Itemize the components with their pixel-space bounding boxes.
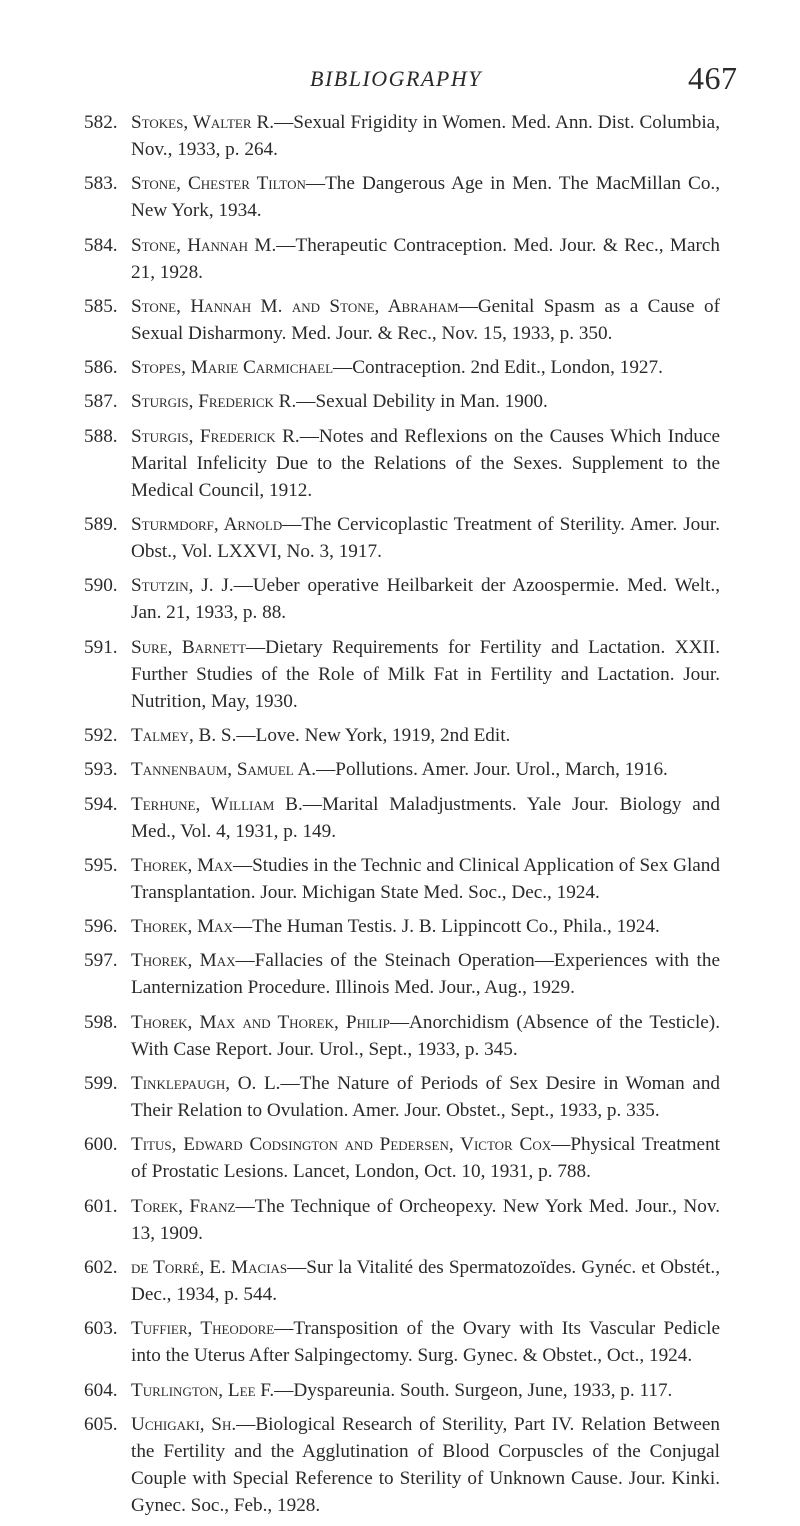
entry-citation: —The Cervicoplastic Treatment of Sterility. Amer. Jour. Obst., Vol. LXXVI, No. 3, 1917.: [131, 514, 720, 563]
bibliography-entry: [0, 354, 800, 381]
entry-number: 588.: [84, 425, 118, 447]
entry-number: 601.: [84, 1195, 118, 1217]
entry-number: 582.: [84, 112, 118, 133]
entry-citation: —Dyspareunia. South. Surgeon, June, 1933, p. 117.: [274, 1379, 673, 1401]
bibliography-entry: [0, 1193, 800, 1247]
page-number: 467: [688, 60, 738, 96]
bibliography-entry: [0, 1009, 800, 1063]
entry-author: Titus, Edward Codsington and Pedersen, Victor Cox: [131, 1134, 552, 1156]
bibliography-entry: [0, 511, 800, 565]
entry-author: Tinklepaugh, O. L.: [131, 1073, 281, 1095]
entry-number: 586.: [84, 357, 118, 379]
entry-number: 598.: [84, 1011, 118, 1033]
entry-author: Thorek, Max: [131, 950, 236, 972]
entry-author: Stone, Hannah M. and Stone, Abraham: [131, 295, 459, 317]
entry-author: Turlington, Lee F.: [131, 1379, 275, 1401]
bibliography-entry: [0, 423, 800, 504]
entry-author: Thorek, Max: [131, 916, 233, 938]
entry-number: 583.: [84, 173, 118, 195]
entry-author: Sure, Barnett: [131, 636, 246, 658]
bibliography-entry: [0, 1070, 800, 1124]
entry-number: 603.: [84, 1318, 118, 1340]
entry-citation: —The Nature of Periods of Sex Desire in Woman and Their Relation to Ovulation. Amer. Jour. Obstet., Sept., 1933, p. 335.: [131, 1073, 721, 1122]
bibliography-entry: [0, 572, 800, 626]
entry-number: 587.: [84, 391, 118, 413]
entry-number: 592.: [84, 724, 118, 746]
bibliography-entry: [0, 1377, 800, 1404]
running-head-title: BIBLIOGRAPHY: [310, 66, 482, 91]
bibliography-entry: [0, 388, 800, 415]
entry-number: 594.: [84, 793, 118, 815]
entry-author: Terhune, William B.: [131, 793, 303, 815]
entry-citation: —Ueber operative Heilbarkeit der Azoospermie. Med. Welt., Jan. 21, 1933, p. 88.: [131, 575, 720, 624]
entry-author: Stutzin, J. J.: [131, 575, 234, 597]
entry-number: 595.: [84, 854, 118, 876]
entry-citation: —Dietary Requirements for Fertility and Lactation. XXII. Further Studies of the Role of Milk Fat in Fertility and Lactation. Jour. Nutrition, May, 1930.: [131, 636, 720, 712]
bibliography-list: [0, 109, 800, 1526]
entry-author: Thorek, Max: [131, 854, 233, 876]
entry-number: 599.: [84, 1073, 118, 1095]
entry-number: 584.: [84, 234, 118, 256]
entry-number: 597.: [84, 950, 118, 972]
entry-number: 605.: [84, 1413, 118, 1435]
bibliography-entry: [0, 722, 800, 749]
entry-citation: —Sexual Frigidity in Women. Med. Ann. Dist. Columbia, Nov., 1933, p. 264.: [131, 112, 720, 160]
bibliography-entry: [0, 634, 800, 715]
entry-citation: —Notes and Reflexions on the Causes Which Induce Marital Infelicity Due to the Relations of the Sexes. Supplement to the Medical Council, 1912.: [131, 425, 721, 501]
bibliography-entry: [0, 232, 800, 286]
entry-citation: —The Technique of Orcheopexy. New York Med. Jour., Nov. 13, 1909.: [131, 1195, 720, 1244]
bibliography-entry: [0, 1131, 800, 1185]
entry-citation: —Biological Research of Sterility, Part IV. Relation Between the Fertility and the Agglutination of Blood Corpuscles of the Conjugal Couple with Special Reference to Sterility of Unknown Cause. Jour. Kinki. Gynec. Soc., Feb., 1928.: [131, 1413, 720, 1516]
entry-author: Sturgis, Frederick R.: [131, 425, 300, 447]
entry-citation: —Love. New York, 1919, 2nd Edit.: [236, 724, 511, 746]
entry-number: 604.: [84, 1379, 118, 1401]
running-head: [0, 60, 800, 100]
entry-author: Stone, Hannah M.: [131, 234, 277, 256]
entry-citation: —Anorchidism (Absence of the Testicle). With Case Report. Jour. Urol., Sept., 1933, p. 345.: [131, 1011, 720, 1060]
bibliography-entry: [0, 293, 800, 347]
entry-citation: —Transposition of the Ovary with Its Vascular Pedicle into the Uterus After Salpingectomy. Surg. Gynec. & Obstet., Oct., 1924.: [131, 1318, 720, 1367]
entry-number: 602.: [84, 1256, 118, 1278]
entry-citation: —Pollutions. Amer. Jour. Urol., March, 1916.: [316, 759, 668, 781]
entry-citation: —Therapeutic Contraception. Med. Jour. & Rec., March 21, 1928.: [131, 234, 720, 283]
entry-citation: —Sur la Vitalité des Spermatozoïdes. Gynéc. et Obstét., Dec., 1934, p. 544.: [131, 1256, 720, 1305]
entry-author: Stopes, Marie Carmichael: [131, 357, 334, 379]
bibliography-entry: [0, 852, 800, 906]
entry-citation: —Marital Maladjustments. Yale Jour. Biology and Med., Vol. 4, 1931, p. 149.: [131, 793, 720, 842]
entry-citation: —Studies in the Technic and Clinical Application of Sex Gland Transplantation. Jour. Michigan State Med. Soc., Dec., 1924.: [131, 854, 720, 903]
entry-citation: —Sexual Debility in Man. 1900.: [296, 391, 548, 413]
entry-author: Thorek, Max and Thorek, Philip: [131, 1011, 390, 1033]
entry-citation: —Genital Spasm as a Cause of Sexual Disharmony. Med. Jour. & Rec., Nov. 15, 1933, p. 350.: [131, 295, 720, 344]
entry-citation: —The Human Testis. J. B. Lippincott Co., Phila., 1924.: [232, 916, 660, 938]
entry-number: 600.: [84, 1134, 118, 1156]
entry-author: Uchigaki, Sh.: [131, 1413, 237, 1435]
entry-author: Stone, Chester Tilton: [131, 173, 306, 195]
entry-citation: —Physical Treatment of Prostatic Lesions. Lancet, London, Oct. 10, 1931, p. 788.: [131, 1134, 720, 1183]
bibliography-entry: [0, 1315, 800, 1369]
bibliography-entry: [0, 913, 800, 940]
entry-number: 596.: [84, 916, 118, 938]
bibliography-entry: [0, 1254, 800, 1308]
entry-author: Tannenbaum, Samuel A.: [131, 759, 317, 781]
entry-number: 591.: [84, 636, 118, 658]
entry-number: 590.: [84, 575, 118, 597]
entry-number: 593.: [84, 759, 118, 781]
entry-author: Tuffier, Theodore: [131, 1318, 275, 1340]
bibliography-entry: [0, 170, 800, 224]
entry-citation: —The Dangerous Age in Men. The MacMillan Co., New York, 1934.: [131, 173, 721, 222]
entry-author: Talmey, B. S.: [131, 724, 237, 746]
entry-author: Sturgis, Frederick R.: [131, 391, 297, 413]
entry-author: Sturmdorf, Arnold: [131, 514, 283, 536]
bibliography-entry: [0, 756, 800, 783]
bibliography-entry: [0, 791, 800, 845]
entry-author: de Torré, E. Macias: [131, 1256, 288, 1278]
entry-number: 585.: [84, 295, 118, 317]
bibliography-entry: [0, 109, 800, 163]
entry-author: Torek, Franz: [131, 1195, 236, 1217]
entry-author: Stokes, Walter R.: [131, 112, 275, 133]
entry-citation: —Fallacies of the Steinach Operation—Experiences with the Lanternization Procedure. Illinois Med. Jour., Aug., 1929.: [131, 950, 720, 999]
bibliography-entry: [0, 1411, 800, 1519]
bibliography-entry: [0, 947, 800, 1001]
entry-citation: —Contraception. 2nd Edit., London, 1927.: [333, 357, 663, 379]
entry-number: 589.: [84, 514, 118, 536]
